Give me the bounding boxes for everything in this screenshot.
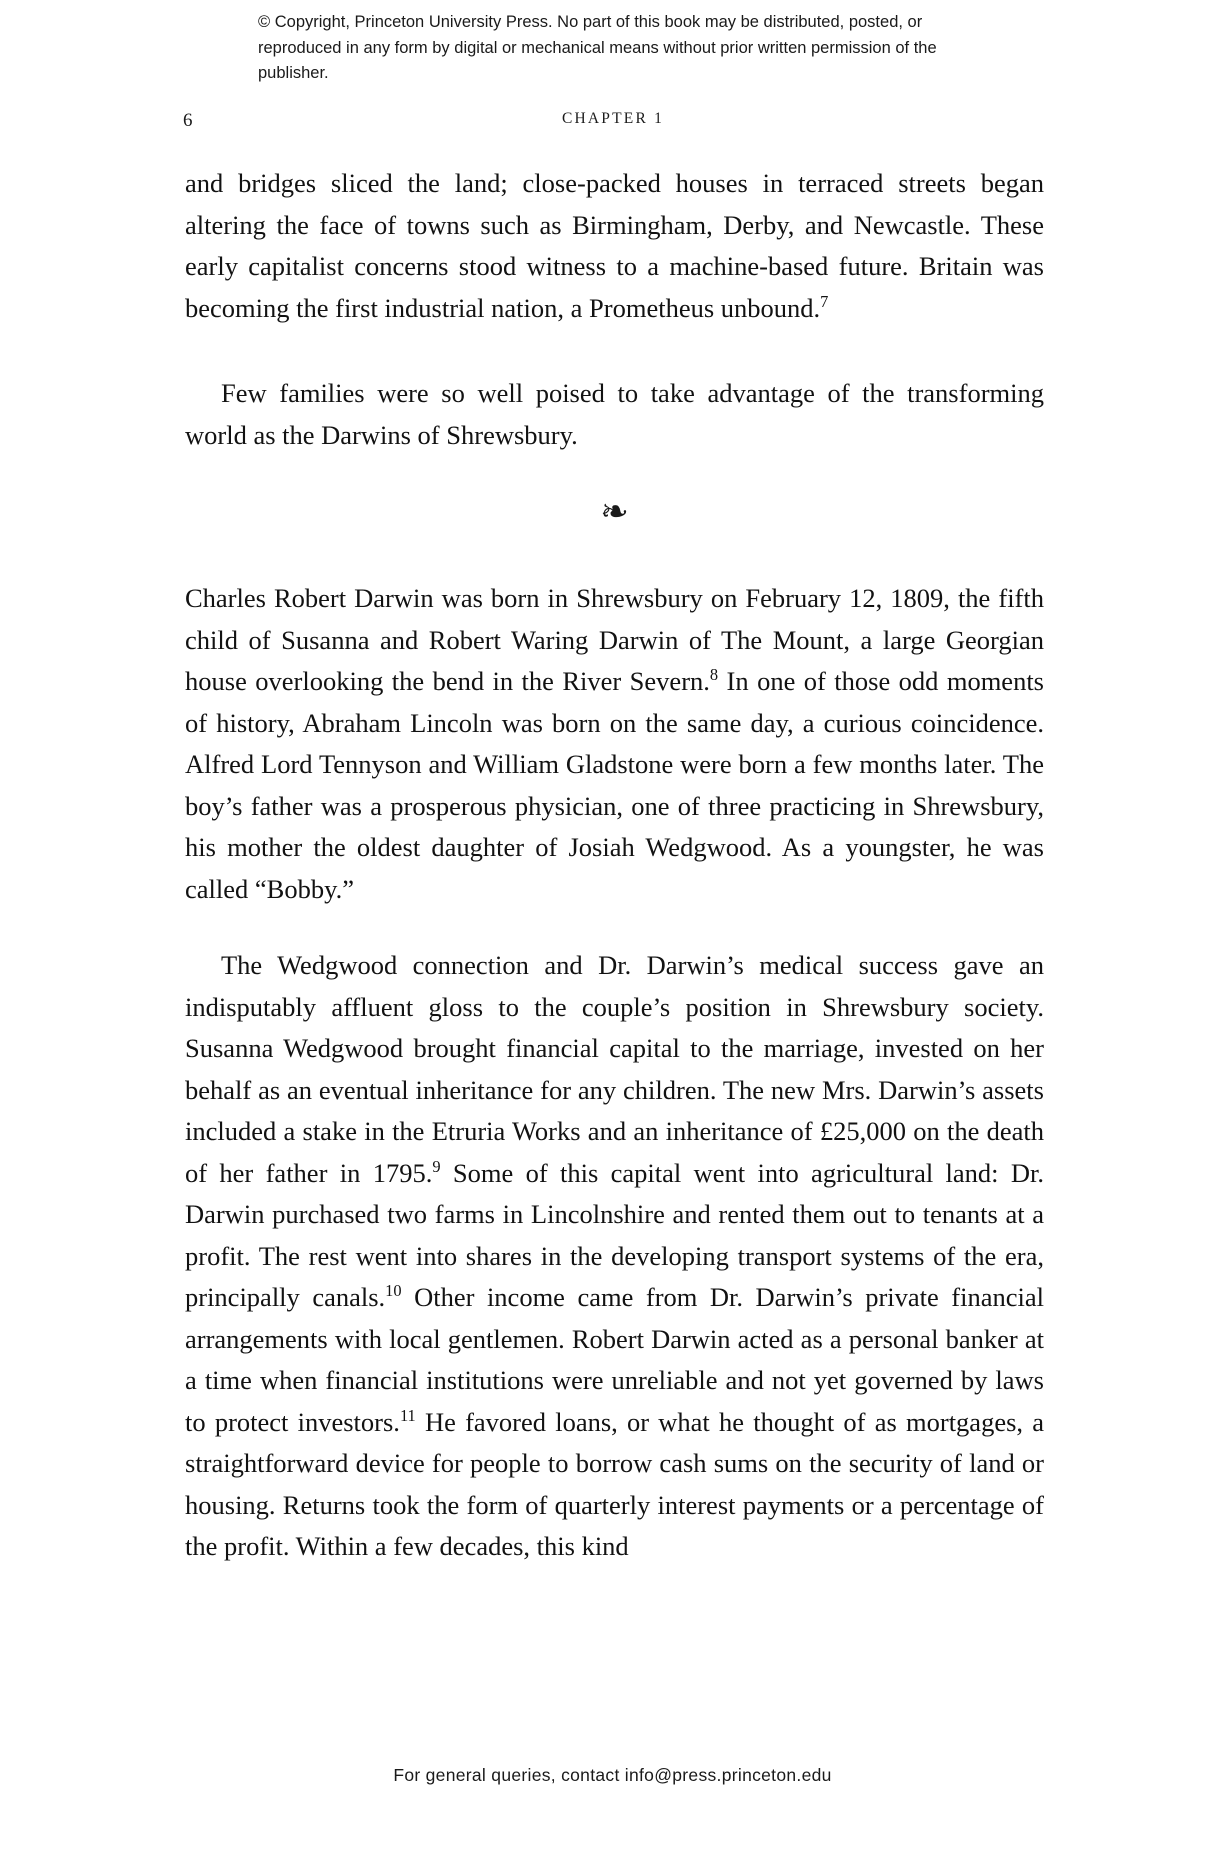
chapter-label: CHAPTER 1 bbox=[561, 110, 665, 127]
paragraph-3-text-a: Charles Robert Darwin was born in Shrewsbury on February 12, 1809, the fifth child of Susanna and Robert Waring Darwin of The Mount, a large Georgian house overlooking the bend in the River Severn. bbox=[185, 583, 1044, 696]
paragraph-4 bbox=[185, 945, 1044, 1568]
paragraph-4-text-c: Other income came from Dr. Darwin’s private financial arrangements with local gentlemen. Robert Darwin acted as a personal banker at a time when financial institutions were unreliable and not yet governed by laws to protect investors. bbox=[185, 1282, 1044, 1437]
paragraph-text bbox=[185, 945, 1044, 1568]
paragraph-text bbox=[185, 163, 1044, 329]
footnote-ref-10: 10 bbox=[385, 1281, 402, 1301]
footer-queries-note: For general queries, contact info@press.princeton.edu bbox=[393, 1765, 832, 1785]
paragraph-4-text-a: The Wedgwood connection and Dr. Darwin’s medical success gave an indisputably affluent gloss to the couple’s position in Shrewsbury society. Susanna Wedgwood brought financial capital to the marriage, invested on her behalf as an eventual inheritance for any children. The new Mrs. Darwin’s assets included a stake in the Etruria Works and an inheritance of £25,000 on the death of her father in 1795. bbox=[185, 950, 1044, 1188]
paragraph-1-text: and bridges sliced the land; close-packed houses in terraced streets began altering the face of towns such as Birmingham, Derby, and Newcastle. These early capitalist concerns stood witness to a machine-based future. Britain was becoming the first industrial nation, a Prometheus unbound. bbox=[185, 168, 1044, 323]
paragraph-continued bbox=[185, 163, 1044, 329]
paragraph-text bbox=[185, 578, 1044, 910]
footnote-ref-7: 7 bbox=[820, 291, 829, 311]
page-number: 6 bbox=[183, 110, 193, 131]
paragraph-4-text-b: Some of this capital went into agricultural land: Dr. Darwin purchased two farms in Lincolnshire and rented them out to tenants at a profit. The rest went into shares in the developing transport systems of the era, principally canals. bbox=[185, 1157, 1044, 1312]
paragraph-2-text: Few families were so well poised to take advantage of the transforming world as the Darwins of Shrewsbury. bbox=[185, 378, 1044, 450]
paragraph-4-text-d: He favored loans, or what he thought of as mortgages, a straightforward device for people to borrow cash sums on the security of land or housing. Returns took the form of quarterly interest payments or a percentage of the profit. Within a few decades, this kind bbox=[185, 1406, 1044, 1561]
footnote-ref-9: 9 bbox=[432, 1156, 441, 1176]
footnote-ref-8: 8 bbox=[709, 665, 719, 685]
paragraph-3 bbox=[185, 578, 1044, 910]
running-head bbox=[183, 110, 1043, 132]
footnote-ref-11: 11 bbox=[399, 1405, 416, 1425]
paragraph-2 bbox=[185, 373, 1044, 456]
copyright-notice: © Copyright, Princeton University Press. No part of this book may be distributed, posted, or reproduced in any form by digital or mechanical means without prior written permission of the publisher. bbox=[258, 13, 937, 83]
paragraph-3-text-b: In one of those odd moments of history, Abraham Lincoln was born on the same day, a curious coincidence. Alfred Lord Tennyson and William Gladstone were born a few months later. The boy’s father was a prosperous physician, one of three practicing in Shrewsbury, his mother the oldest daughter of Josiah Wedgwood. As a youngster, he was called “Bobby.” bbox=[185, 666, 1044, 904]
section-break-ornament: ❧ bbox=[600, 492, 629, 532]
